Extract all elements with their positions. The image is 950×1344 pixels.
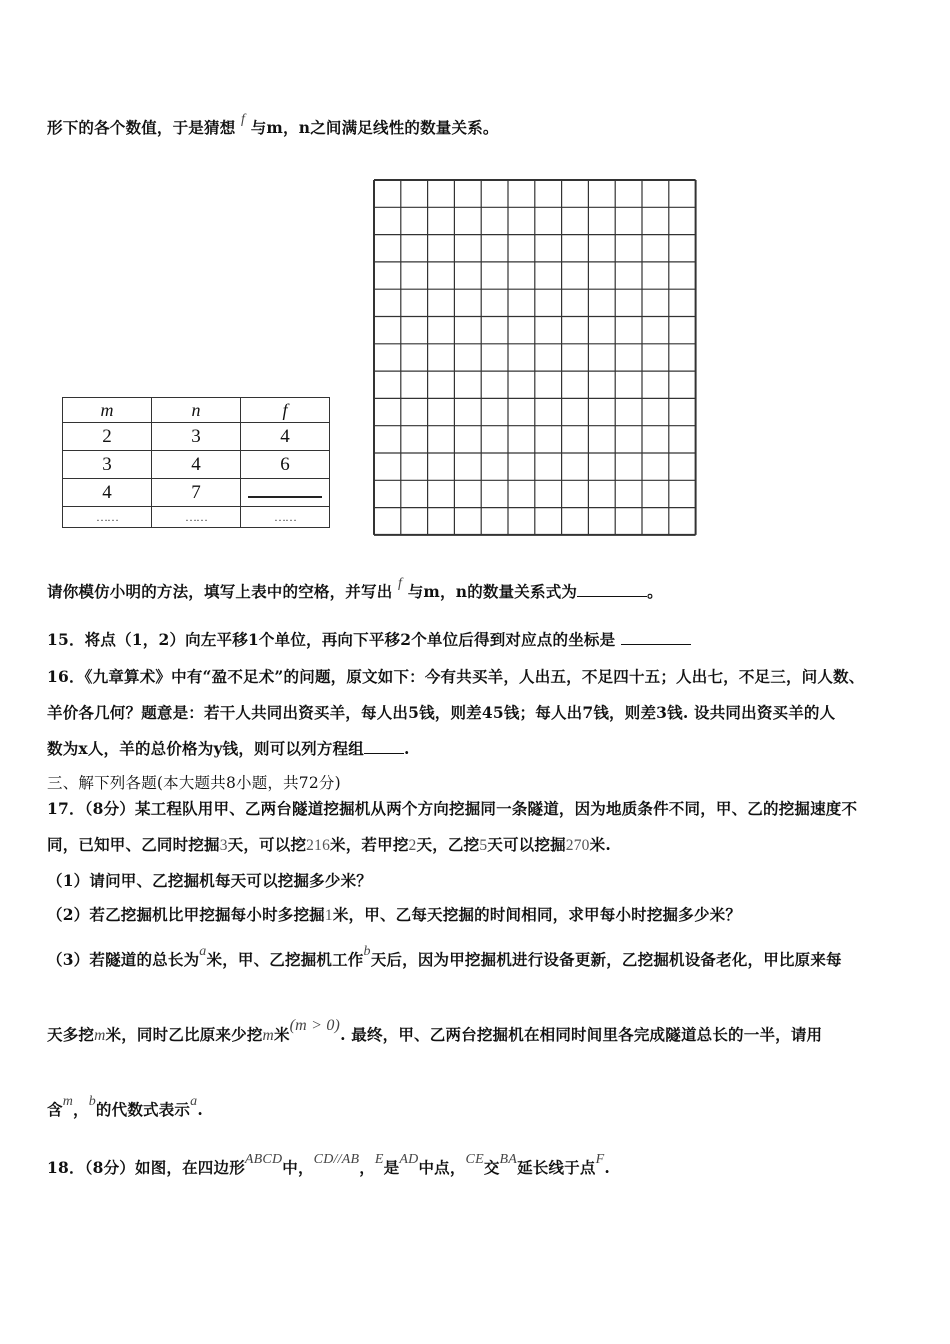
answer-blank <box>621 643 691 645</box>
var-f: f <box>241 112 246 127</box>
q14-text-before: 请你模仿小明的方法，填写上表中的空格，并写出 <box>47 582 393 601</box>
var-m: m <box>62 1094 74 1109</box>
q17-text: 米，若甲挖 <box>330 835 409 854</box>
header-n: n <box>152 398 241 423</box>
question-17-sub3 <box>47 944 842 970</box>
var-abcd: ABCD <box>244 1152 283 1167</box>
var-m: m <box>262 1027 274 1044</box>
q17-text: . 最终，甲、乙两台挖掘机在相同时间里各完成隧道总长的一半，请用 <box>340 1025 823 1044</box>
q18-text: 延长线于点 <box>517 1158 596 1177</box>
question-17-sub3-cont <box>47 1017 823 1045</box>
q17-sub2-b: 米，甲、乙每天挖掘的时间相同，求甲每小时挖掘多少米？ <box>332 905 742 924</box>
q14-end: 。 <box>647 582 663 601</box>
q17-sub1: （1）请问甲、乙挖掘机每天可以挖掘多少米？ <box>47 871 372 890</box>
var-f: F <box>595 1152 605 1167</box>
section-title <box>47 771 341 793</box>
intro-line <box>47 112 499 138</box>
q17-text: 米 <box>273 1025 290 1044</box>
q17-text: 天，可以挖 <box>227 835 307 854</box>
q16-line1: 16．《九章算术》中有“盈不足术”的问题，原文如下：今有共买羊，人出五，不足四十五；人出七，不足三，问人数、 <box>47 667 865 686</box>
intro-text-after: 与m，n之间满足线性的数量关系。 <box>250 118 499 137</box>
mnf-table <box>62 397 330 528</box>
q17-num: 270 <box>565 837 590 854</box>
q17-sub3-b: 米，甲、乙挖掘机工作 <box>206 950 364 969</box>
question-17-line1 <box>47 797 857 819</box>
q14-text-after: 与m，n的数量关系式为 <box>407 582 578 601</box>
q17-sub3-c: 天后，因为甲挖掘机进行设备更新，乙挖掘机设备老化，甲比原来每 <box>370 950 842 969</box>
ellipsis: …… <box>241 507 330 528</box>
q17-num: 3 <box>219 837 228 854</box>
question-17-sub3-end <box>47 1094 203 1120</box>
ellipsis: …… <box>152 507 241 528</box>
answer-blank <box>577 595 647 597</box>
q17-text: ， <box>73 1100 89 1119</box>
q17-num: 1 <box>324 907 333 924</box>
q16-line3: 数为x人，羊的总价格为y钱，则可以列方程组 <box>47 739 364 758</box>
answer-blank <box>248 482 322 498</box>
var-ad: AD <box>399 1152 419 1167</box>
question-17-line2 <box>47 833 611 855</box>
q17-text: 天多挖 <box>47 1025 95 1044</box>
var-b: b <box>363 944 371 959</box>
header-m: m <box>63 398 152 423</box>
cell: 2 <box>63 423 152 451</box>
question-17-sub1 <box>47 869 372 891</box>
var-m: m <box>94 1027 106 1044</box>
table-header-row <box>63 398 330 423</box>
var-f: f <box>398 576 403 591</box>
question-16-line2 <box>47 701 835 723</box>
q16-line3-end: . <box>403 739 410 758</box>
question-16-line1 <box>47 665 864 687</box>
var-cd-parallel-ab: CD//AB <box>313 1152 360 1167</box>
q16-line2: 羊价各几何？题意是：若干人共同出资买羊，每人出5钱，则差45钱；每人出7钱，则差3钱. 设共同出资买羊的人 <box>47 703 836 722</box>
q18-text: . <box>604 1158 610 1177</box>
q17-text: 天可以挖掘 <box>487 835 566 854</box>
cell: 7 <box>152 479 241 507</box>
var-a: a <box>190 1094 198 1109</box>
q17-text: . <box>197 1100 203 1119</box>
header-f: f <box>241 398 330 423</box>
table-row <box>63 451 330 479</box>
q17-line1: 17．（8分）某工程队用甲、乙两台隧道挖掘机从两个方向挖掘同一条隧道，因为地质条件不同，甲、乙的挖掘速度不 <box>47 799 858 818</box>
q17-text: 含 <box>47 1100 63 1119</box>
var-ba: BA <box>499 1152 518 1167</box>
var-ce: CE <box>465 1152 484 1167</box>
q17-text: 同，已知甲、乙同时挖掘 <box>47 835 220 854</box>
cell: 3 <box>152 423 241 451</box>
q17-sub2-a: （2）若乙挖掘机比甲挖掘每小时多挖掘 <box>47 905 325 924</box>
question-18 <box>47 1152 610 1178</box>
answer-blank-cell <box>241 479 330 507</box>
cell: 6 <box>241 451 330 479</box>
table-ellipsis-row <box>63 507 330 528</box>
q18-text: ， <box>359 1158 375 1177</box>
q14-prompt <box>47 576 663 602</box>
cell: 4 <box>241 423 330 451</box>
var-b: b <box>88 1094 96 1109</box>
ellipsis: …… <box>63 507 152 528</box>
q18-text: 交 <box>483 1158 500 1177</box>
section3-title: 三、解下列各题(本大题共8小题，共72分) <box>47 774 341 792</box>
q18-text: 中， <box>282 1158 314 1177</box>
q18-text: 18．（8分）如图，在四边形 <box>47 1158 245 1177</box>
intro-text-before: 形下的各个数值，于是猜想 <box>47 118 236 137</box>
question-17-sub2 <box>47 903 741 925</box>
q17-num: 216 <box>306 837 331 854</box>
coordinate-grid <box>372 178 698 544</box>
q17-text: 天，乙挖 <box>416 835 480 854</box>
q18-text: 中点， <box>418 1158 466 1177</box>
condition-m-positive: (m > 0) <box>289 1017 341 1034</box>
question-15 <box>47 628 691 650</box>
value-table <box>62 397 330 528</box>
q15-text: 15．将点（1，2）向左平移1个单位，再向下平移2个单位后得到对应点的坐标是 <box>47 630 616 649</box>
table-row <box>63 423 330 451</box>
q17-text: 的代数式表示 <box>95 1100 191 1119</box>
q17-num: 5 <box>479 837 488 854</box>
question-16-line3 <box>47 737 410 759</box>
q17-text: 米. <box>589 835 611 854</box>
var-e: E <box>374 1152 384 1167</box>
var-a: a <box>199 944 207 959</box>
grid-svg <box>372 178 698 540</box>
q17-sub3-a: （3）若隧道的总长为 <box>47 950 200 969</box>
q18-text: 是 <box>383 1158 400 1177</box>
cell: 4 <box>152 451 241 479</box>
q17-text: 米，同时乙比原来少挖 <box>105 1025 263 1044</box>
cell: 3 <box>63 451 152 479</box>
answer-blank <box>364 752 404 754</box>
cell: 4 <box>63 479 152 507</box>
q17-num: 2 <box>408 837 417 854</box>
table-row <box>63 479 330 507</box>
